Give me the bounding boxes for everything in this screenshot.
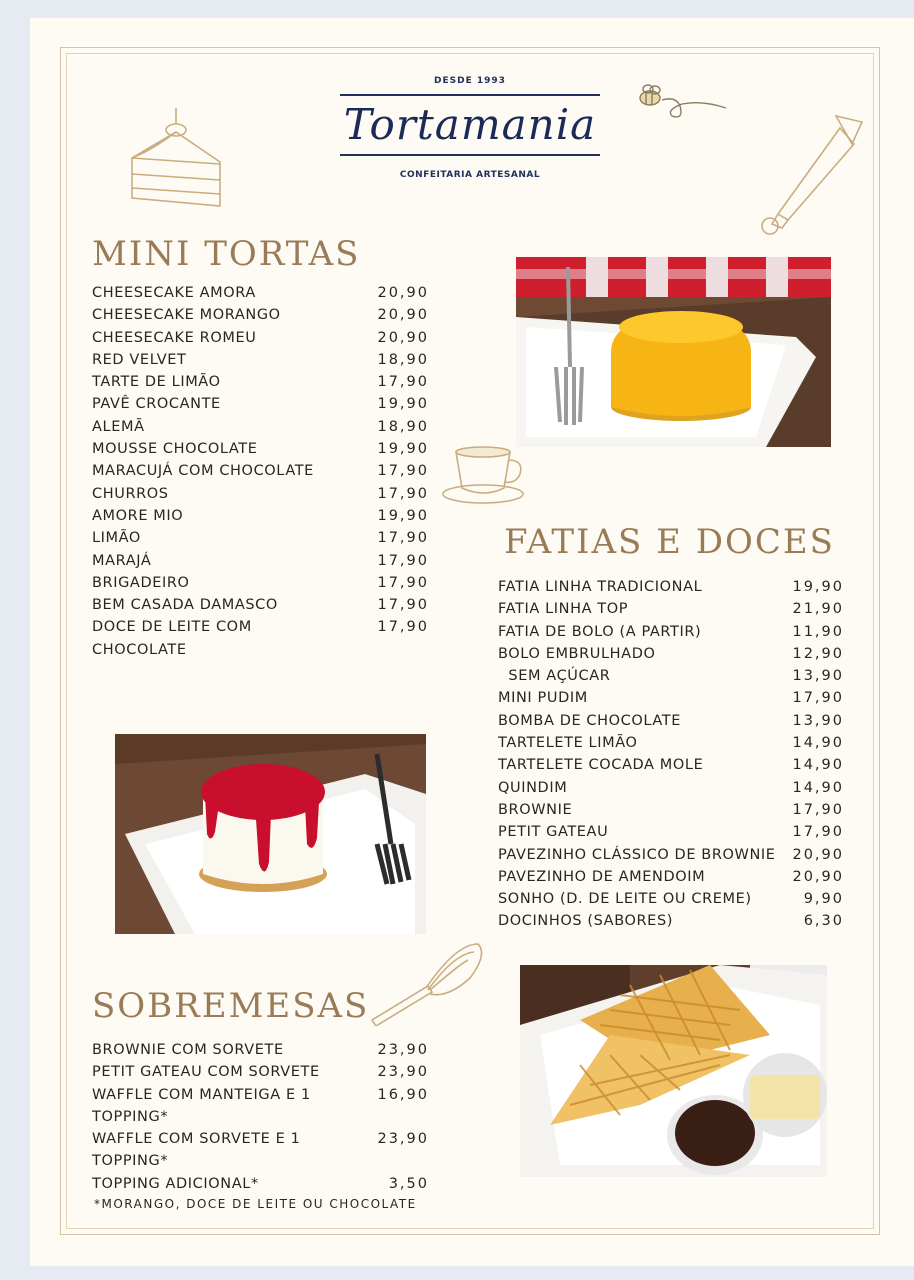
brand-name: Tortamania bbox=[343, 100, 597, 149]
fatia-doce-item-name: SONHO (D. DE LEITE OU CREME) bbox=[498, 891, 752, 908]
cake-slice-icon bbox=[124, 104, 224, 214]
sobremesa-item bbox=[92, 1039, 429, 1061]
waffle-photo bbox=[520, 965, 827, 1177]
fatia-doce-item bbox=[498, 821, 844, 843]
fatia-doce-item-name: FATIA LINHA TOP bbox=[498, 601, 629, 618]
mini-torta-item-price: 17,90 bbox=[377, 374, 429, 391]
sobremesa-item-price: 23,90 bbox=[377, 1131, 429, 1148]
fatia-doce-item bbox=[498, 621, 844, 643]
sobremesa-item-name: TOPPING ADICIONAL* bbox=[92, 1175, 259, 1192]
mini-torta-item bbox=[92, 371, 429, 393]
fatia-doce-item-price: 14,90 bbox=[792, 779, 844, 796]
section-title-sobremesas: SOBREMESAS bbox=[92, 986, 370, 1026]
fatia-doce-item-name: BOMBA DE CHOCOLATE bbox=[498, 712, 682, 729]
mini-torta-item-price: 20,90 bbox=[377, 285, 429, 301]
mini-tortas-list bbox=[92, 282, 429, 661]
fatia-doce-item-price: 11,90 bbox=[792, 623, 844, 640]
mini-torta-item-name: CHEESECAKE AMORA bbox=[92, 285, 256, 301]
mini-torta-item bbox=[92, 393, 429, 415]
fatia-doce-item-name: FATIA DE BOLO (A PARTIR) bbox=[498, 623, 702, 640]
mini-torta-item-price: 17,90 bbox=[377, 530, 429, 547]
mini-torta-item-name: AMORE MIO bbox=[92, 507, 184, 524]
mini-torta-item-name: MARAJÁ bbox=[92, 552, 152, 569]
fatia-doce-item-name: BOLO EMBRULHADO bbox=[498, 645, 656, 662]
coffee-cup-icon bbox=[440, 440, 530, 510]
whisk-icon bbox=[366, 936, 488, 1026]
mini-torta-item bbox=[92, 616, 429, 661]
fatia-doce-item bbox=[498, 777, 844, 799]
fatia-doce-item-name: QUINDIM bbox=[498, 779, 568, 796]
fatia-doce-item-name: TARTELETE LIMÃO bbox=[498, 735, 638, 752]
quindim-photo bbox=[516, 257, 831, 447]
fatia-doce-item bbox=[498, 665, 844, 687]
fatia-doce-item bbox=[498, 687, 844, 709]
fatia-doce-item-name: PAVEZINHO DE AMENDOIM bbox=[498, 868, 706, 885]
fatia-doce-item-price: 9,90 bbox=[803, 891, 844, 908]
fatia-doce-item-price: 13,90 bbox=[792, 712, 844, 729]
mini-torta-item bbox=[92, 572, 429, 594]
sobremesa-item-price: 3,50 bbox=[388, 1175, 429, 1192]
fatia-doce-item bbox=[498, 576, 844, 598]
mini-torta-item-price: 20,90 bbox=[377, 307, 429, 324]
mini-torta-item bbox=[92, 505, 429, 527]
fatia-doce-item-name: MINI PUDIM bbox=[498, 690, 588, 707]
fatia-doce-item-price: 14,90 bbox=[792, 735, 844, 752]
fatia-doce-item-price: 20,90 bbox=[792, 868, 844, 885]
fatia-doce-item-name: FATIA LINHA TRADICIONAL bbox=[498, 579, 703, 595]
section-title-fatias-e-doces: FATIAS E DOCES bbox=[504, 522, 835, 562]
mini-torta-item-price: 17,90 bbox=[377, 552, 429, 569]
fatia-doce-item-price: 13,90 bbox=[792, 668, 844, 685]
fatia-doce-item-name: SEM AÇÚCAR bbox=[498, 668, 611, 685]
sobremesa-item-name: WAFFLE COM MANTEIGA E 1 TOPPING* bbox=[92, 1086, 311, 1125]
fatia-doce-item-price: 21,90 bbox=[792, 601, 844, 618]
mini-torta-item bbox=[92, 438, 429, 460]
mini-torta-item-name: MOUSSE CHOCOLATE bbox=[92, 441, 258, 458]
bee-icon bbox=[636, 82, 732, 130]
fatias-e-doces-list bbox=[498, 576, 844, 933]
mini-torta-item-name: CHEESECAKE ROMEU bbox=[92, 329, 257, 346]
mini-torta-item bbox=[92, 282, 429, 304]
sobremesa-item-name: PETIT GATEAU COM SORVETE bbox=[92, 1064, 320, 1081]
brand-logo bbox=[340, 76, 600, 180]
mini-torta-item-name: CHURROS bbox=[92, 485, 169, 502]
sobremesa-item-name: BROWNIE COM SORVETE bbox=[92, 1042, 284, 1058]
mini-torta-item-name: BRIGADEIRO bbox=[92, 574, 190, 591]
mini-torta-item-price: 17,90 bbox=[377, 597, 429, 614]
mini-torta-item bbox=[92, 327, 429, 349]
mini-torta-item-name: CHEESECAKE MORANGO bbox=[92, 307, 281, 324]
mini-torta-item-name: RED VELVET bbox=[92, 351, 187, 368]
mini-torta-item-name: LIMÃO bbox=[92, 530, 141, 547]
section-title-mini-tortas: MINI TORTAS bbox=[92, 234, 361, 274]
sobremesa-item-price: 23,90 bbox=[377, 1064, 429, 1081]
mini-torta-item-price: 20,90 bbox=[377, 329, 429, 346]
mini-torta-item-name: TARTE DE LIMÃO bbox=[92, 374, 221, 391]
fatia-doce-item-name: DOCINHOS (SABORES) bbox=[498, 913, 674, 930]
mini-torta-item-price: 17,90 bbox=[377, 485, 429, 502]
fatia-doce-item bbox=[498, 643, 844, 665]
mini-torta-item-name: ALEMÃ bbox=[92, 418, 145, 435]
fatia-doce-item-name: PAVEZINHO CLÁSSICO DE BROWNIE bbox=[498, 846, 776, 863]
mini-torta-item-price: 18,90 bbox=[377, 418, 429, 435]
mini-torta-item-price: 19,90 bbox=[377, 396, 429, 413]
sobremesa-item bbox=[92, 1173, 429, 1195]
sobremesa-item-price: 23,90 bbox=[377, 1042, 429, 1058]
fatia-doce-item-price: 17,90 bbox=[792, 824, 844, 841]
fatia-doce-item-price: 14,90 bbox=[792, 757, 844, 774]
mini-torta-item-name: DOCE DE LEITE COM CHOCOLATE bbox=[92, 619, 252, 658]
mini-torta-item bbox=[92, 483, 429, 505]
fatia-doce-item bbox=[498, 888, 844, 910]
brand-since: DESDE 1993 bbox=[434, 76, 506, 86]
sobremesa-item-name: WAFFLE COM SORVETE E 1 TOPPING* bbox=[92, 1131, 301, 1170]
fatia-doce-item bbox=[498, 844, 844, 866]
mini-torta-item bbox=[92, 594, 429, 616]
sobremesa-item bbox=[92, 1061, 429, 1083]
mini-torta-item-price: 19,90 bbox=[377, 507, 429, 524]
fatia-doce-item-name: BROWNIE bbox=[498, 801, 573, 818]
topping-note: *MORANGO, DOCE DE LEITE OU CHOCOLATE bbox=[94, 1197, 417, 1211]
fatia-doce-item bbox=[498, 732, 844, 754]
fatia-doce-item-name: TARTELETE COCADA MOLE bbox=[498, 757, 704, 774]
fatia-doce-item-price: 19,90 bbox=[792, 579, 844, 595]
sobremesa-item-price: 16,90 bbox=[377, 1086, 429, 1103]
mini-torta-item-name: BEM CASADA DAMASCO bbox=[92, 597, 278, 614]
mini-torta-item bbox=[92, 304, 429, 326]
fatia-doce-item-price: 17,90 bbox=[792, 801, 844, 818]
mini-torta-item-price: 17,90 bbox=[377, 463, 429, 480]
brand-tagline: CONFEITARIA ARTESANAL bbox=[399, 170, 541, 180]
piping-bag-icon bbox=[756, 104, 868, 240]
mini-torta-item-price: 17,90 bbox=[377, 619, 429, 636]
fatia-doce-item bbox=[498, 866, 844, 888]
sobremesa-item bbox=[92, 1084, 429, 1129]
mini-torta-item bbox=[92, 527, 429, 549]
fatia-doce-item-price: 20,90 bbox=[792, 846, 844, 863]
fatia-doce-item-price: 6,30 bbox=[803, 913, 844, 930]
fatia-doce-item bbox=[498, 598, 844, 620]
fatia-doce-item bbox=[498, 710, 844, 732]
fatia-doce-item bbox=[498, 754, 844, 776]
mini-torta-item-price: 19,90 bbox=[377, 441, 429, 458]
cheesecake-photo bbox=[115, 734, 426, 934]
sobremesas-list bbox=[92, 1039, 429, 1195]
mini-torta-item-price: 18,90 bbox=[377, 351, 429, 368]
fatia-doce-item-name: PETIT GATEAU bbox=[498, 824, 609, 841]
mini-torta-item-name: PAVÊ CROCANTE bbox=[92, 396, 221, 413]
mini-torta-item bbox=[92, 416, 429, 438]
fatia-doce-item bbox=[498, 910, 844, 932]
fatia-doce-item bbox=[498, 799, 844, 821]
mini-torta-item bbox=[92, 550, 429, 572]
mini-torta-item bbox=[92, 349, 429, 371]
mini-torta-item-price: 17,90 bbox=[377, 574, 429, 591]
sobremesa-item bbox=[92, 1128, 429, 1173]
mini-torta-item bbox=[92, 460, 429, 482]
mini-torta-item-name: MARACUJÁ COM CHOCOLATE bbox=[92, 463, 314, 480]
fatia-doce-item-price: 12,90 bbox=[792, 645, 844, 662]
brand-rule-bottom bbox=[340, 154, 600, 156]
fatia-doce-item-price: 17,90 bbox=[792, 690, 844, 707]
